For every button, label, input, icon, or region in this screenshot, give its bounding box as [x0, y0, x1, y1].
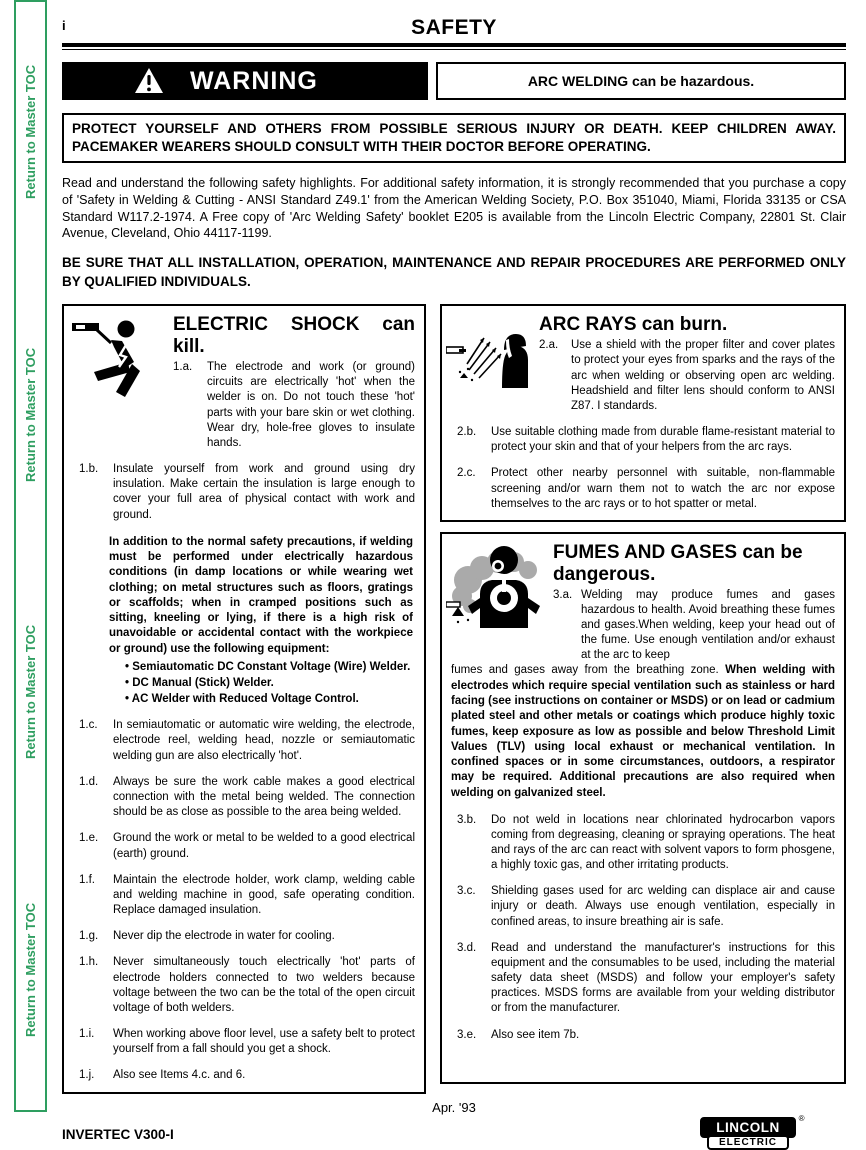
return-to-master-toc-link[interactable]: Return to Master TOC: [23, 64, 38, 200]
safety-item-1f: [73, 873, 415, 919]
item-text: Use suitable clothing made from durable flame-resistant material to protect your skin and that of your helpers from the arc rays.: [491, 426, 835, 454]
safety-item-1c: [73, 718, 415, 764]
hazard-statement-box: [436, 62, 846, 100]
electrically-hazardous-conditions-note: In addition to the normal safety precautions, if welding must be performed under electrically hazardous conditions (in damp locations or while wearing wet clothing; on metal structures such as floors, gratings or scaffolds; when in cramped positions such as sitting, kneeling or lying, if there is a high risk of unavoidable or accidental contact with the workpiece or ground) use the following equipment:: [109, 535, 413, 655]
item-text: Protect other nearby personnel with suitable, non-flammable screening and/or warn them not to watch the arc nor expose themselves to the arc rays or to hot spatter or metal.: [491, 467, 835, 510]
safety-item-1a: [173, 360, 415, 451]
special-ventilation-warning: When welding with electrodes which require special ventilation such as stainless or hard facing (see instructions on container or MSDS) or on lead or cadmium plated steel and other metals or coatings which produce highly toxic fumes, keep exposure as low as possible and below Threshold Limit Values (TLV) using local exhaust or mechanical ventilation. In confined spaces or in some circumstances, outdoors, a respirator may be required. Additional precautions are also required when welding on galvanized steel.: [451, 664, 835, 799]
item-label: 1.h.: [79, 956, 99, 969]
electric-shock-icon: [70, 314, 162, 400]
item-label: 3.a.: [553, 588, 573, 601]
item-text: The electrode and work (or ground) circuits are electrically 'hot' when the welder is on. Do not touch these 'hot' parts with your bare skin or wet clothing. Wear dry, hole-free gloves to insulate hands.: [207, 361, 415, 449]
safety-item-1h: [73, 955, 415, 1016]
warning-banner: [62, 62, 428, 100]
safety-item-1d: [73, 775, 415, 821]
revision-date: Apr. '93: [432, 1099, 476, 1115]
item-label: 3.c.: [457, 885, 476, 898]
safety-item-2b: [451, 425, 835, 455]
equipment-bullet-list: [125, 659, 415, 707]
lincoln-wordmark: LINCOLN: [716, 1119, 780, 1135]
safety-item-3a: [553, 588, 835, 664]
item-text: Do not weld in locations near chlorinated hydrocarbon vapors coming from degreasing, cleaning or spraying operations. The heat and rays of the arc can react with solvent vapors to form phosgene, a highly toxic gas, and other irritating products.: [491, 813, 835, 872]
item-text: Welding may produce fumes and gases hazardous to health. Avoid breathing these fumes and gases.When welding, keep your head out of the fume. Use enough ventilation and/or exhaust at the arc to keep: [581, 588, 835, 662]
electric-wordmark: ELECTRIC: [707, 1135, 789, 1150]
safety-item-3a-continued: [451, 663, 835, 801]
page-title: SAFETY: [411, 16, 497, 39]
safety-columns: [62, 304, 846, 1093]
item-label: 1.b.: [79, 463, 99, 476]
item-text: Shielding gases used for arc welding can displace air and cause injury or death. Always use enough ventilation, especially in confined areas, to insure breathing air is safe.: [491, 885, 835, 928]
safety-item-3d: [451, 941, 835, 1017]
safety-item-1j: [73, 1068, 415, 1083]
item-label: 1.d.: [79, 775, 99, 788]
protect-statement: PROTECT YOURSELF AND OTHERS FROM POSSIBLE SERIOUS INJURY OR DEATH. KEEP CHILDREN AWAY. PACEMAKER WEARERS SHOULD CONSULT WITH THEIR DOCTOR BEFORE OPERATING.: [62, 113, 846, 163]
title-rule: [62, 43, 846, 50]
safety-item-1i: [73, 1027, 415, 1057]
bullet-item: • DC Manual (Stick) Welder.: [125, 677, 274, 690]
safety-item-1b: [73, 462, 415, 523]
item-label: 1.f.: [79, 873, 95, 886]
item-text: Also see item 7b.: [491, 1028, 580, 1041]
item-text: When working above floor level, use a safety belt to protect yourself from a fall should you get a shock.: [113, 1028, 415, 1056]
safety-item-2c: [451, 466, 835, 512]
item-text: Use a shield with the proper filter and cover plates to protect your eyes from sparks and the rays of the arc when welding or observing open arc welding. Headshield and filter lens should conform to ANSI Z87. I standards.: [571, 339, 835, 412]
fumes-and-gases-icon: [446, 540, 546, 630]
panel-title-arc-rays: ARC RAYS can burn.: [539, 314, 728, 336]
qualified-individuals-statement: BE SURE THAT ALL INSTALLATION, OPERATION, MAINTENANCE AND REPAIR PROCEDURES ARE PERFORMED ONLY BY QUALIFIED INDIVIDUALS.: [62, 255, 846, 289]
electric-shock-panel: [62, 304, 426, 1093]
item-text: Never simultaneously touch electrically 'hot' parts of electrode holders connected to two welders because voltage between the two can be the total of the open circuit voltage of both welders.: [113, 956, 415, 1014]
item-text: fumes and gases away from the breathing zone.: [451, 664, 726, 677]
warning-label: WARNING: [190, 66, 318, 95]
arc-rays-icon: [446, 326, 532, 388]
item-label: 1.a.: [173, 361, 193, 374]
item-text: Never dip the electrode in water for cooling.: [113, 930, 335, 943]
safety-item-3b: [451, 813, 835, 874]
item-text: Ground the work or metal to be welded to a good electrical (earth) ground.: [113, 832, 415, 860]
safety-item-1e: [73, 831, 415, 861]
item-label: 1.c.: [79, 719, 98, 732]
safety-item-3c: [451, 884, 835, 930]
safety-item-2a: [539, 338, 835, 414]
item-label: 2.a.: [539, 339, 559, 352]
safety-item-3e: [451, 1028, 835, 1043]
item-text: Maintain the electrode holder, work clamp, welding cable and welding machine in good, safe operating condition. Replace damaged insulation.: [113, 873, 415, 917]
item-label: 3.e.: [457, 1028, 477, 1041]
page-number: i: [62, 18, 66, 33]
bullet-item: • AC Welder with Reduced Voltage Control.: [125, 693, 359, 706]
item-text: Read and understand the manufacturer's instructions for this equipment and the consumables to be used, including the material safety data sheet (MSDS) and follow your employer's safety practices. MSDS forms are available from your welding distributor or from the manufacturer.: [491, 941, 835, 1015]
hazard-statement: ARC WELDING can be hazardous.: [527, 73, 755, 89]
warning-triangle-icon: [134, 67, 164, 95]
bullet-item: • Semiautomatic DC Constant Voltage (Wire) Welder.: [125, 661, 411, 674]
return-to-master-toc-link[interactable]: Return to Master TOC: [23, 902, 38, 1038]
item-label: 3.d.: [457, 941, 477, 954]
panel-title-electric-shock: ELECTRIC SHOCK can kill.: [173, 314, 415, 358]
warning-row: [62, 62, 846, 100]
item-label: 3.b.: [457, 813, 477, 826]
item-text: Also see Items 4.c. and 6.: [113, 1069, 246, 1082]
return-to-master-toc-link[interactable]: Return to Master TOC: [23, 347, 38, 483]
item-label: 1.g.: [79, 930, 99, 943]
item-text: In semiautomatic or automatic wire welding, the electrode, electrode reel, welding head, nozzle or semiautomatic welding gun are also electrically 'hot'.: [113, 719, 415, 762]
item-label: 1.i.: [79, 1028, 95, 1041]
right-column: [440, 304, 846, 1084]
item-label: 1.j.: [79, 1069, 95, 1082]
item-label: 1.e.: [79, 832, 99, 845]
panel-title-fumes-gases: FUMES AND GASES can be dangerous.: [553, 541, 803, 585]
item-label: 2.c.: [457, 467, 476, 480]
registered-trademark-symbol: ®: [798, 1113, 805, 1123]
safety-item-1g: [73, 929, 415, 944]
page-content: [62, 16, 846, 1150]
toc-sidebar: [14, 0, 47, 1112]
safety-intro-paragraph: Read and understand the following safety highlights. For additional safety information, it is strongly recommended that you purchase a copy of 'Safety in Welding & Cutting - ANSI Standard Z49.1' from the American Welding Society, P.O. Box 351040, Miami, Florida 33135 or CSA Standard W117.2-1974. A Free copy of 'Arc Welding Safety' booklet E205 is available from the Lincoln Electric Company, 22801 St. Clair Avenue, Cleveland, Ohio 44117-1199.: [62, 176, 846, 241]
return-to-master-toc-link[interactable]: Return to Master TOC: [23, 624, 38, 760]
item-text: Insulate yourself from work and ground using dry insulation. Make certain the insulation is large enough to cover your full area of physical contact with work and ground.: [113, 463, 415, 521]
fumes-gases-panel: [440, 532, 846, 1084]
product-model: INVERTEC V300-I: [62, 1126, 174, 1142]
arc-rays-panel: [440, 304, 846, 522]
item-label: 2.b.: [457, 426, 477, 439]
item-text: Always be sure the work cable makes a good electrical connection with the metal being welded. The connection should be as close as possible to the area being welded.: [113, 775, 415, 819]
